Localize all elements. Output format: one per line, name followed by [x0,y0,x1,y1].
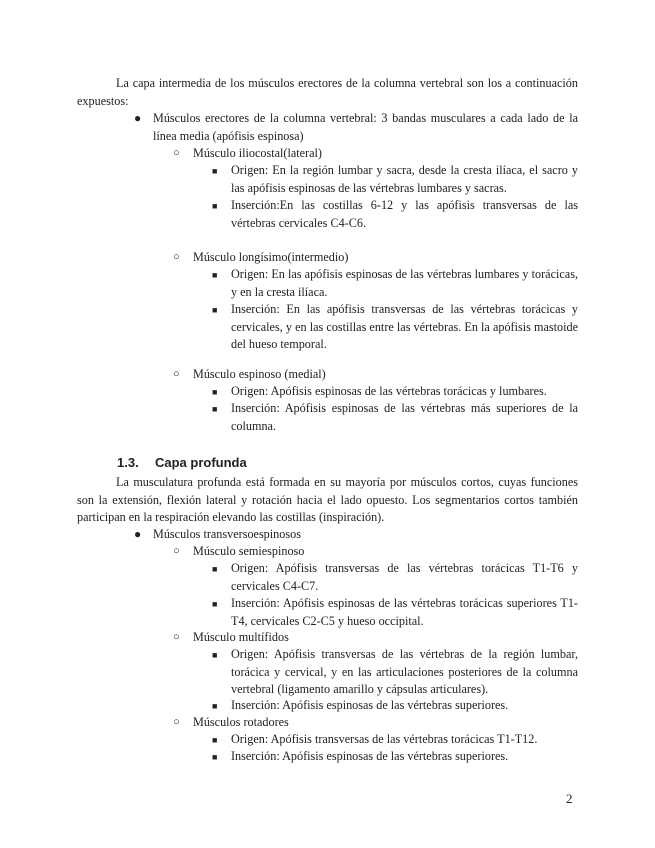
espinoso-insercion: Inserción: Apófisis espinosas de las vértebras más superiores de la columna. [231,401,578,433]
circle-bullet-icon: ○ [173,147,180,159]
section-title: Capa profunda [155,455,247,470]
circle-bullet-icon: ○ [173,716,180,728]
square-bullet-icon: ■ [212,650,218,660]
iliocostal-insercion: Inserción:En las costillas 6-12 y las apófisis transversas de las vértebras cervicales C4-C6. [231,198,578,230]
profunda-paragraph: La musculatura profunda está formada en su mayoría por músculos cortos, cuyas funciones son la extensión, flexión lateral y rotación hacia el lado opuesto. Los segmentarios cortos también participan en la respiración elevando las costillas (inspiración). [77,475,578,524]
square-bullet-icon: ■ [212,701,218,711]
list-item-espinoso: Músculo espinoso (medial) [193,367,326,381]
espinoso-origen: Origen: Apófisis espinosas de las vértebras torácicas y lumbares. [231,384,547,398]
square-bullet-icon: ■ [212,387,218,397]
square-bullet-icon: ■ [212,564,218,574]
square-bullet-icon: ■ [212,599,218,609]
circle-bullet-icon: ○ [173,368,180,380]
square-bullet-icon: ■ [212,270,218,280]
list-item-iliocostal: Músculo iliocostal(lateral) [193,146,322,160]
rotadores-origen: Origen: Apófisis transversas de las vértebras torácicas T1-T12. [231,732,538,746]
section-heading [117,454,247,472]
list-item-transversoespinosos: Músculos transversoespinosos [153,527,301,541]
page-number: 2 [566,791,573,806]
list-item-longisimo: Músculo longísimo(intermedio) [193,250,349,264]
iliocostal-origen: Origen: En la región lumbar y sacra, desde la cresta ilíaca, el sacro y las apófisis espinosas de las vértebras lumbares y sacras. [231,163,578,195]
list-item-erectores: Músculos erectores de la columna vertebral: 3 bandas musculares a cada lado de la línea media (apófisis espinosa) [153,111,578,143]
list-item-semiespinoso: Músculo semiespinoso [193,544,305,558]
multifidos-origen: Origen: Apófisis transversas de las vértebras de la región lumbar, torácica y cervical, y en las articulaciones posteriores de la columna vertebral (ligamento amarillo y cápsulas articulares). [231,647,578,696]
square-bullet-icon: ■ [212,305,218,315]
longisimo-origen: Origen: En las apófisis espinosas de las vértebras lumbares y torácicas, y en la cresta ilíaca. [231,267,578,299]
circle-bullet-icon: ○ [173,251,180,263]
semiespinoso-origen: Origen: Apófisis transversas de las vértebras torácicas T1-T6 y cervicales C4-C7. [231,561,578,593]
square-bullet-icon: ■ [212,735,218,745]
list-item-multifidos: Músculo multífidos [193,630,289,644]
bullet-icon: ● [134,527,142,541]
circle-bullet-icon: ○ [173,545,180,557]
square-bullet-icon: ■ [212,752,218,762]
bullet-icon: ● [134,111,142,125]
square-bullet-icon: ■ [212,166,218,176]
intro-paragraph: La capa intermedia de los músculos erectores de la columna vertebral son los a continuación expuestos: [77,76,578,108]
section-number: 1.3. [117,455,139,470]
longisimo-insercion: Inserción: En las apófisis transversas de las vértebras torácicas y cervicales, y en las costillas entre las vértebras. En la apófisis mastoide del hueso temporal. [231,302,578,351]
square-bullet-icon: ■ [212,201,218,211]
rotadores-insercion: Inserción: Apófisis espinosas de las vértebras superiores. [231,749,509,763]
multifidos-insercion: Inserción: Apófisis espinosas de las vértebras superiores. [231,698,509,712]
list-item-rotadores: Músculos rotadores [193,715,289,729]
square-bullet-icon: ■ [212,404,218,414]
circle-bullet-icon: ○ [173,631,180,643]
semiespinoso-insercion: Inserción: Apófisis espinosas de las vértebras torácicas superiores T1-T4, cervicales C2-C5 y hueso occipital. [231,596,578,628]
